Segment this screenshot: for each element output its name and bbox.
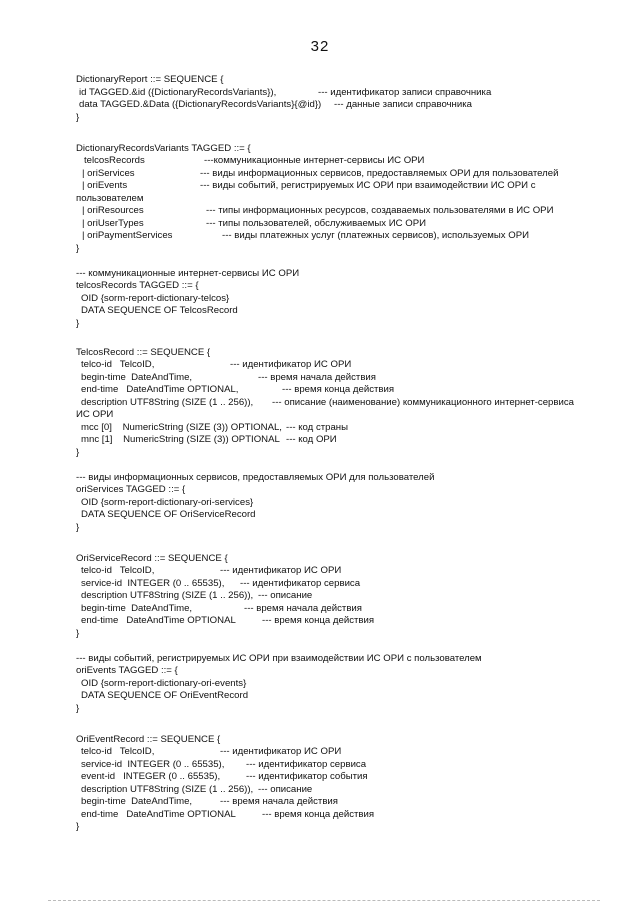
field-description: [76, 397, 621, 410]
comment: --- виды информационных сервисов, предоставляемых ОРИ для пользователей: [200, 167, 559, 179]
code: service-id INTEGER (0 .. 65535),: [81, 758, 225, 770]
code: | oriPaymentServices: [82, 230, 173, 241]
data-line: DATA SEQUENCE OF OriServiceRecord: [81, 509, 256, 520]
variant-events: [76, 180, 621, 193]
field-description: [76, 590, 621, 603]
code: event-id INTEGER (0 .. 65535),: [81, 771, 221, 782]
comment: --- время начала действия: [220, 796, 338, 807]
variant-events-cont: [76, 193, 621, 206]
field-mnc: [76, 434, 621, 447]
code: | oriUserTypes: [82, 217, 144, 229]
oid-line: OID {sorm-report-dictionary-ori-events}: [81, 677, 247, 689]
comment: --- код страны: [286, 421, 348, 433]
records-variants-block: [76, 143, 621, 256]
field-begin-time: [76, 372, 621, 385]
ori-events-header: oriEvents TAGGED ::= {: [76, 665, 178, 676]
comment: --- виды событий, регистрируемых ИС ОРИ при взаимодействии ИС ОРИ с: [200, 180, 536, 191]
field-telco-id: [76, 359, 621, 372]
closing-brace: }: [76, 627, 80, 639]
comment: --- время конца действия: [262, 615, 375, 626]
comment: --- идентификатор ИС ОРИ: [230, 359, 352, 370]
oid-line: OID {sorm-report-dictionary-ori-services}: [81, 496, 254, 508]
comment: --- время конца действия: [262, 808, 375, 820]
bottom-scan-edge: [48, 900, 600, 901]
field-description: [76, 784, 621, 797]
code: begin-time DateAndTime,: [81, 602, 193, 614]
field-end-time: [76, 615, 621, 628]
field-description-cont: [76, 409, 621, 422]
ori-events-block: [76, 653, 621, 716]
field-telco-id: [76, 565, 621, 578]
closing-brace: }: [76, 317, 80, 329]
ori-services-block: [76, 472, 621, 535]
code: description UTF8String (SIZE (1 .. 256)),: [81, 396, 254, 408]
comment: --- идентификатор записи справочника: [318, 86, 492, 98]
variant-payment: [76, 230, 621, 243]
document-body: [76, 74, 621, 834]
comment: --- данные записи справочника: [334, 99, 472, 110]
field-mcc: [76, 422, 621, 435]
field-event-id: [76, 771, 621, 784]
ori-service-record-block: [76, 553, 621, 641]
code: mnc [1] NumericString (SIZE (3)) OPTIONAL: [81, 434, 280, 445]
code: service-id INTEGER (0 .. 65535),: [81, 577, 225, 589]
dictionary-report-block: [76, 74, 621, 124]
comment: --- идентификатор сервиса: [240, 577, 361, 589]
page-number: 32: [310, 38, 330, 55]
comment: --- время конца действия: [282, 384, 395, 395]
section-comment: --- коммуникационные интернет-сервисы ИС ОРИ: [76, 267, 300, 279]
comment: --- идентификатор ИС ОРИ: [220, 565, 342, 576]
dictionary-report-id-line: [76, 87, 621, 100]
comment: --- время начала действия: [258, 371, 376, 383]
code: telco-id TelcoID,: [81, 359, 155, 370]
ori-service-record-header: OriServiceRecord ::= SEQUENCE {: [76, 552, 228, 564]
field-begin-time: [76, 603, 621, 616]
telcos-record-block: [76, 347, 621, 460]
field-begin-time: [76, 796, 621, 809]
dictionary-report-header: DictionaryReport ::= SEQUENCE {: [76, 74, 224, 85]
code: | oriResources: [82, 205, 144, 216]
comment: ---коммуникационные интернет-сервисы ИС ОРИ: [204, 155, 425, 166]
code: end-time DateAndTime OPTIONAL,: [81, 384, 239, 395]
variant-services: [76, 168, 621, 181]
section-comment: --- виды событий, регистрируемых ИС ОРИ при взаимодействии ИС ОРИ с пользователем: [76, 652, 482, 664]
data-line: DATA SEQUENCE OF TelcosRecord: [81, 305, 238, 316]
code: telcosRecords: [84, 155, 145, 166]
code: telco-id TelcoID,: [81, 746, 155, 757]
closing-brace: }: [76, 821, 80, 832]
variant-resources: [76, 205, 621, 218]
comment: --- описание: [258, 590, 313, 601]
telcos-records-header: telcosRecords TAGGED ::= {: [76, 280, 199, 291]
comment: --- идентификатор сервиса: [246, 758, 367, 770]
comment: --- идентификатор события: [246, 771, 368, 782]
telcos-records-block: [76, 268, 621, 331]
code: end-time DateAndTime OPTIONAL: [81, 808, 236, 820]
closing-brace: }: [76, 521, 80, 533]
ori-event-record-header: OriEventRecord ::= SEQUENCE {: [76, 733, 221, 745]
code: begin-time DateAndTime,: [81, 371, 193, 383]
closing-brace: }: [76, 446, 80, 458]
comment: --- описание: [258, 783, 313, 795]
code: mcc [0] NumericString (SIZE (3)) OPTIONAL,: [81, 421, 282, 433]
closing-brace: }: [76, 242, 80, 254]
code: description UTF8String (SIZE (1 .. 256)),: [81, 783, 254, 795]
ori-event-record-block: [76, 734, 621, 834]
code: | oriEvents: [82, 180, 128, 191]
field-end-time: [76, 809, 621, 822]
dictionary-report-data-line: [76, 99, 621, 112]
code: begin-time DateAndTime,: [81, 796, 193, 807]
oid-line: OID {sorm-report-dictionary-telcos}: [81, 292, 230, 304]
data-line: DATA SEQUENCE OF OriEventRecord: [81, 690, 249, 701]
comment: --- типы информационных ресурсов, создаваемых пользователями в ИС ОРИ: [206, 205, 554, 216]
field-end-time: [76, 384, 621, 397]
closing-brace: }: [76, 702, 80, 714]
section-comment: --- виды информационных сервисов, предоставляемых ОРИ для пользователей: [76, 471, 435, 483]
telcos-record-header: TelcosRecord ::= SEQUENCE {: [76, 346, 211, 358]
variant-usertypes: [76, 218, 621, 231]
code: telco-id TelcoID,: [81, 565, 155, 576]
field-telco-id: [76, 746, 621, 759]
comment: --- виды платежных услуг (платежных сервисов), используемых ОРИ: [222, 230, 529, 241]
closing-brace: }: [76, 111, 80, 123]
ori-services-header: oriServices TAGGED ::= {: [76, 484, 186, 495]
comment: --- идентификатор ИС ОРИ: [220, 746, 342, 757]
code: data TAGGED.&Data ({DictionaryRecordsVariants}{@id}): [79, 99, 322, 110]
field-service-id: [76, 578, 621, 591]
comment: --- описание (наименование) коммуникационного интернет-сервиса: [272, 396, 574, 408]
code: | oriServices: [82, 167, 135, 179]
comment: --- типы пользователей, обслуживаемых ИС ОРИ: [206, 217, 426, 229]
comment: ИС ОРИ: [76, 409, 114, 420]
variant-telcos: [76, 155, 621, 168]
field-service-id: [76, 759, 621, 772]
comment: пользователем: [76, 192, 144, 204]
records-variants-header: DictionaryRecordsVariants TAGGED ::= {: [76, 142, 251, 154]
comment: --- код ОРИ: [286, 434, 337, 445]
code: description UTF8String (SIZE (1 .. 256)),: [81, 590, 254, 601]
code: end-time DateAndTime OPTIONAL: [81, 615, 236, 626]
code: id TAGGED.&id ({DictionaryRecordsVariants}),: [79, 86, 277, 98]
comment: --- время начала действия: [244, 602, 362, 614]
